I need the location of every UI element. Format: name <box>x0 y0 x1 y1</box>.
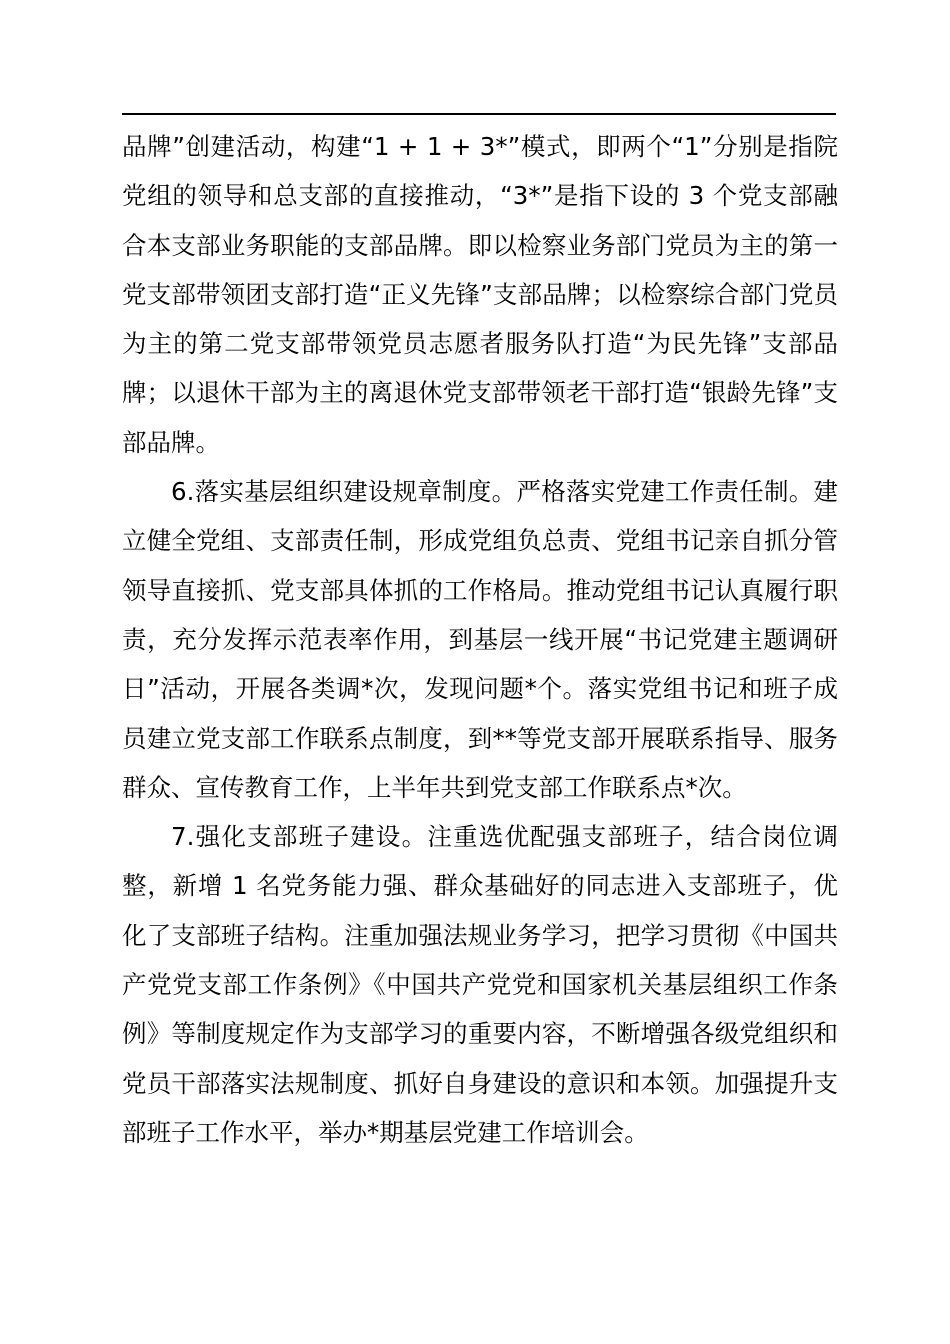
paragraph-item-6: 6.落实基层组织建设规章制度。严格落实党建工作责任制。建立健全党组、支部责任制，形成党组负总责、党组书记亲自抓分管领导直接抓、党支部具体抓的工作格局。推动党组书记认真履行职责，充分发挥示范表率作用，到基层一线开展“书记党建主题调研日”活动，开展各类调*次，发现问题*个。落实党组书记和班子成员建立党支部工作联系点制度，到**等党支部开展联系指导、服务群众、宣传教育工作，上半年共到党支部工作联系点*次。 <box>122 477 838 802</box>
header-rule <box>122 113 836 115</box>
paragraph-continued: 品牌”创建活动，构建“1 + 1 + 3*”模式，即两个“1”分别是指院党组的领导和总支部的直接推动，“3*”是指下设的 3 个党支部融合本支部业务职能的支部品牌。即以检察业务部门党员为主的第一党支部带领团支部打造“正义先锋”支部品牌；以检察综合部门党员为主的第二党支部带领党员志愿者服务队打造“为民先锋”支部品牌；以退休干部为主的离退休党支部带领老干部打造“银龄先锋”支部品牌。 <box>122 132 838 457</box>
paragraph-item-7: 7.强化支部班子建设。注重选优配强支部班子，结合岗位调整，新增 1 名党务能力强、群众基础好的同志进入支部班子，优化了支部班子结构。注重加强法规业务学习，把学习贯彻《中国共产党党支部工作条例》《中国共产党党和国家机关基层组织工作条例》等制度规定作为支部学习的重要内容，不断增强各级党组织和党员干部落实法规制度、抓好自身建设的意识和本领。加强提升支部班子工作水平，举办*期基层党建工作培训会。 <box>122 822 838 1147</box>
document-body <box>122 122 838 1157</box>
